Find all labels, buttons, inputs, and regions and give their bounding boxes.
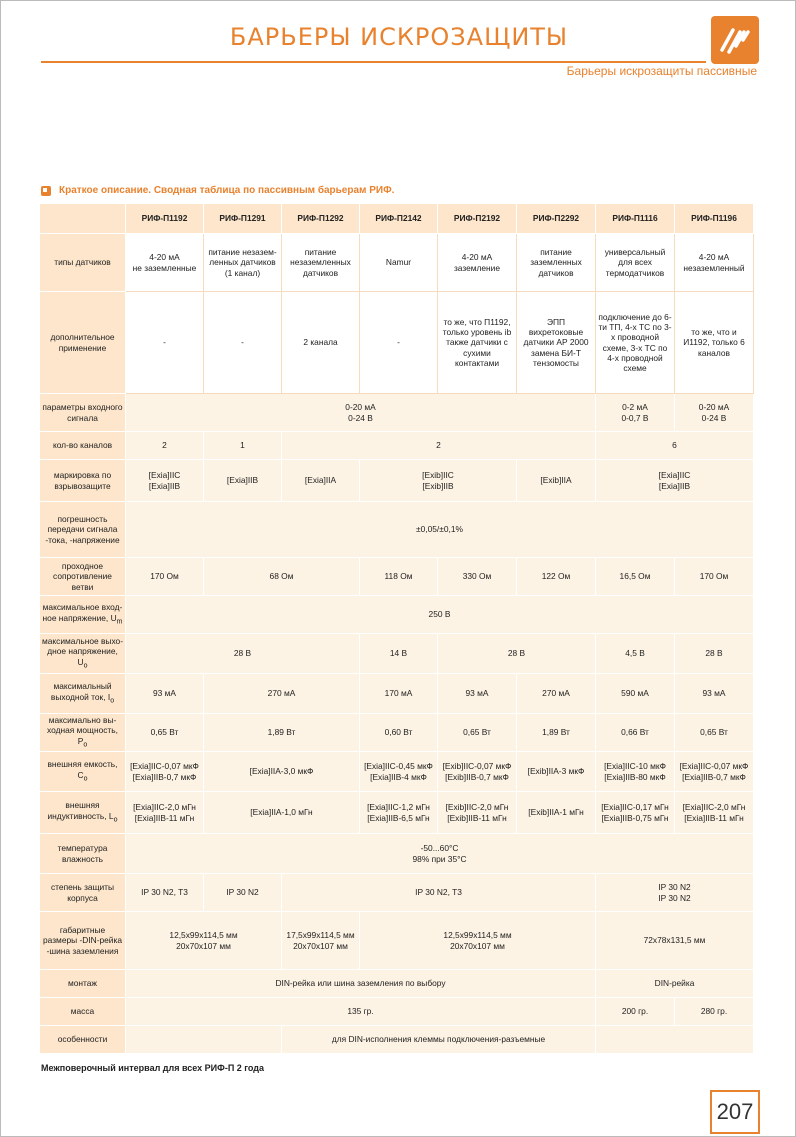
table-cell: [Exia]IIC-0,45 мкФ [Exia]IIB-4 мкФ — [360, 752, 438, 792]
table-row-max-in-voltage — [40, 596, 754, 634]
table-cell: IP 30 N2 — [204, 874, 282, 912]
table-header-row — [40, 204, 754, 234]
table-cell: DIN-рейка — [596, 970, 754, 998]
row-label-subscript: m — [116, 618, 123, 626]
row-label: кол-во каналов — [40, 432, 126, 460]
table-row-capacitance — [40, 752, 754, 792]
row-label-text: максимально вы-ходная мощность, P — [47, 715, 118, 746]
table-cell: [Exia]IIC [Exia]IIB — [126, 460, 204, 502]
table-cell: [Exia]IIA-1,0 мГн — [204, 792, 360, 834]
table-cell: питание заземленных датчиков — [517, 234, 596, 292]
row-label: габаритные размеры -DIN-рейка -шина заземления — [40, 912, 126, 970]
column-header: РИФ-П2142 — [360, 204, 438, 234]
table-cell: 72х78х131,5 мм — [596, 912, 754, 970]
table-cell: - — [204, 292, 282, 394]
table-cell: 2 — [126, 432, 204, 460]
table-cell: 330 Ом — [438, 558, 517, 596]
table-row-protection — [40, 874, 754, 912]
column-header: РИФ-П2292 — [517, 204, 596, 234]
table-cell: 28 В — [438, 634, 596, 674]
square-bullet-icon — [41, 186, 51, 196]
table-cell: 6 — [596, 432, 754, 460]
table-cell: универсальный для всех термодатчиков — [596, 234, 675, 292]
table-row-features — [40, 1026, 754, 1054]
table-cell: для DIN-исполнения клеммы подключения-разъемные — [282, 1026, 596, 1054]
column-header: РИФ-П1196 — [675, 204, 754, 234]
table-cell: IP 30 N2, T3 — [282, 874, 596, 912]
row-label — [40, 752, 126, 792]
table-row-marking — [40, 460, 754, 502]
row-label-text: внешняя индуктивность, L — [47, 800, 114, 821]
row-label-subscript: o — [83, 741, 88, 749]
row-label: температура влажность — [40, 834, 126, 874]
table-cell: 68 Ом — [204, 558, 360, 596]
table-cell: [Exib]IIA-3 мкФ — [517, 752, 596, 792]
row-label: монтаж — [40, 970, 126, 998]
table-row-max-out-voltage — [40, 634, 754, 674]
table-cell: 0,60 Вт — [360, 714, 438, 752]
table-cell: 1 — [204, 432, 282, 460]
table-cell: 270 мА — [204, 674, 360, 714]
table-cell: 250 В — [126, 596, 754, 634]
row-label: типы датчиков — [40, 234, 126, 292]
table-cell: ±0,05/±0,1% — [126, 502, 754, 558]
table-cell: 1,89 Вт — [204, 714, 360, 752]
table-cell: 122 Ом — [517, 558, 596, 596]
row-label — [40, 596, 126, 634]
table-cell: 200 гр. — [596, 998, 675, 1026]
table-cell: 93 мА — [675, 674, 754, 714]
table-cell: [Exib]IIC-0,07 мкФ [Exib]IIB-0,7 мкФ — [438, 752, 517, 792]
table-cell: 135 гр. — [126, 998, 596, 1026]
table-cell: [Exia]IIC-2,0 мГн [Exia]IIB-11 мГн — [675, 792, 754, 834]
table-cell: 0,66 Вт — [596, 714, 675, 752]
table-cell: - — [360, 292, 438, 394]
table-row-dimensions — [40, 912, 754, 970]
table-cell: 170 мА — [360, 674, 438, 714]
table-cell: IP 30 N2 IP 30 N2 — [596, 874, 754, 912]
row-label: дополнительное применение — [40, 292, 126, 394]
table-cell: [Exib]IIC [Exib]IIB — [360, 460, 517, 502]
table-row-max-out-power — [40, 714, 754, 752]
table-cell: [Exib]IIA-1 мГн — [517, 792, 596, 834]
column-header: РИФ-П2192 — [438, 204, 517, 234]
table-row-input-signal — [40, 394, 754, 432]
table-cell: [Exia]IIC-10 мкФ [Exia]IIB-80 мкФ — [596, 752, 675, 792]
table-cell: подключение до 6-ти ТП, 4-х ТС по 3-х проводной схеме, 3-х ТС по 4-х проводной схеме — [596, 292, 675, 394]
table-cell: Namur — [360, 234, 438, 292]
table-cell: питание незаземленных датчиков — [282, 234, 360, 292]
column-header: РИФ-П1192 — [126, 204, 204, 234]
table-cell: [Exia]IIC-1,2 мГн [Exia]IIB-6,5 мГн — [360, 792, 438, 834]
table-cell: 93 мА — [126, 674, 204, 714]
table-cell: 2 — [282, 432, 596, 460]
row-label: степень защиты корпуса — [40, 874, 126, 912]
row-label — [40, 634, 126, 674]
table-row-mounting — [40, 970, 754, 998]
row-label-subscript: o — [83, 775, 88, 783]
table-row-temperature — [40, 834, 754, 874]
row-label-subscript: o — [110, 697, 115, 705]
table-cell: то же, что и И1192, только 6 каналов — [675, 292, 754, 394]
row-label — [40, 792, 126, 834]
table-cell: 280 гр. — [675, 998, 754, 1026]
table-cell: [Exib]IIC-2,0 мГн [Exib]IIB-11 мГн — [438, 792, 517, 834]
column-header: РИФ-П1291 — [204, 204, 282, 234]
table-cell: 4-20 мА заземление — [438, 234, 517, 292]
table-cell: питание незазем-ленных датчиков (1 канал) — [204, 234, 282, 292]
table-cell: [Exia]IIC-0,07 мкФ [Exia]IIB-0,7 мкФ — [126, 752, 204, 792]
row-label: особенности — [40, 1026, 126, 1054]
table-cell: 14 В — [360, 634, 438, 674]
row-label-subscript: o — [83, 662, 88, 670]
table-cell: 93 мА — [438, 674, 517, 714]
table-cell: 0,65 Вт — [675, 714, 754, 752]
table-cell: 118 Ом — [360, 558, 438, 596]
table-cell: IP 30 N2, T3 — [126, 874, 204, 912]
table-cell: то же, что П1192, только уровень ib также датчики с сухими контактами — [438, 292, 517, 394]
footnote: Межповерочный интервал для всех РИФ-П 2 года — [41, 1063, 265, 1073]
row-label: маркировка по взрывозащите — [40, 460, 126, 502]
table-row-accuracy — [40, 502, 754, 558]
section-title: Краткое описание. Сводная таблица по пассивным барьерам РИФ. — [59, 185, 395, 196]
row-label-subscript: o — [113, 816, 118, 824]
table-row-sensor-types — [40, 234, 754, 292]
table-cell: -50...60°С 98% при 35°С — [126, 834, 754, 874]
row-label-text: максимальное выхо-дное напряжение, U — [42, 636, 123, 667]
table-cell: 170 Ом — [126, 558, 204, 596]
table-cell: DIN-рейка или шина заземления по выбору — [126, 970, 596, 998]
table-row-mass — [40, 998, 754, 1026]
table-cell: [Exia]IIC-0,07 мкФ [Exia]IIB-0,7 мкФ — [675, 752, 754, 792]
row-label: масса — [40, 998, 126, 1026]
table-row-extra-use — [40, 292, 754, 394]
row-label: параметры входного сигнала — [40, 394, 126, 432]
table-cell: 4,5 В — [596, 634, 675, 674]
table-cell: 12,5х99х114,5 мм 20х70х107 мм — [360, 912, 596, 970]
row-label-text: внешняя емкость, С — [47, 759, 118, 780]
table-cell: 28 В — [675, 634, 754, 674]
header-divider — [41, 61, 706, 63]
table-cell: 12,5х99х114,5 мм 20х70х107 мм — [126, 912, 282, 970]
table-cell: 0-20 мА 0-24 В — [675, 394, 754, 432]
table-row-resistance — [40, 558, 754, 596]
table-cell: 0,65 Вт — [126, 714, 204, 752]
row-label — [40, 714, 126, 752]
table-cell: ЭПП вихретоковые датчики АР 2000 замена БИ-Т тензомосты — [517, 292, 596, 394]
table-cell: [Exia]IIC-0,17 мГн [Exia]IIB-0,75 мГн — [596, 792, 675, 834]
header-corner-cell — [40, 204, 126, 234]
table-cell: 4-20 мА незаземленный — [675, 234, 754, 292]
row-label — [40, 674, 126, 714]
page-subtitle: Барьеры искрозащиты пассивные — [566, 64, 757, 78]
table-cell: 0-20 мА 0-24 В — [126, 394, 596, 432]
page-number: 207 — [710, 1090, 760, 1134]
table-cell: 170 Ом — [675, 558, 754, 596]
table-cell: 16,5 Ом — [596, 558, 675, 596]
table-cell: [Exia]IIC-2,0 мГн [Exia]IIB-11 мГн — [126, 792, 204, 834]
table-cell: 2 канала — [282, 292, 360, 394]
table-cell: 0-2 мА 0-0,7 В — [596, 394, 675, 432]
table-cell-empty — [126, 1026, 282, 1054]
table-cell: 270 мА — [517, 674, 596, 714]
table-cell: [Exia]IIA-3,0 мкФ — [204, 752, 360, 792]
table-cell: 4-20 мА не заземленные — [126, 234, 204, 292]
table-cell: 17,5х99х114,5 мм 20х70х107 мм — [282, 912, 360, 970]
table-row-max-out-current — [40, 674, 754, 714]
table-cell: - — [126, 292, 204, 394]
table-cell: [Exia]IIB — [204, 460, 282, 502]
row-label: проходное сопротивление ветви — [40, 558, 126, 596]
table-cell: 1,89 Вт — [517, 714, 596, 752]
row-label-text: максимальное вход-ное напряжение, U — [42, 602, 123, 623]
section-heading — [41, 185, 394, 196]
table-cell: 590 мА — [596, 674, 675, 714]
table-cell: 0,65 Вт — [438, 714, 517, 752]
table-row-channels — [40, 432, 754, 460]
row-label: погрешность передачи сигнала -тока, -напряжение — [40, 502, 126, 558]
table-cell: 28 В — [126, 634, 360, 674]
column-header: РИФ-П1116 — [596, 204, 675, 234]
row-label-text: максимальный выходной ток, I — [50, 681, 112, 702]
table-cell: [Exia]IIA — [282, 460, 360, 502]
table-cell: [Exib]IIA — [517, 460, 596, 502]
table-cell-empty — [596, 1026, 754, 1054]
table-row-inductance — [40, 792, 754, 834]
brand-logo-icon — [711, 16, 759, 64]
column-header: РИФ-П1292 — [282, 204, 360, 234]
spec-table — [39, 203, 754, 1054]
page-header-title: БАРЬЕРЫ ИСКРОЗАЩИТЫ — [229, 23, 569, 51]
table-cell: [Exia]IIC [Exia]IIB — [596, 460, 754, 502]
